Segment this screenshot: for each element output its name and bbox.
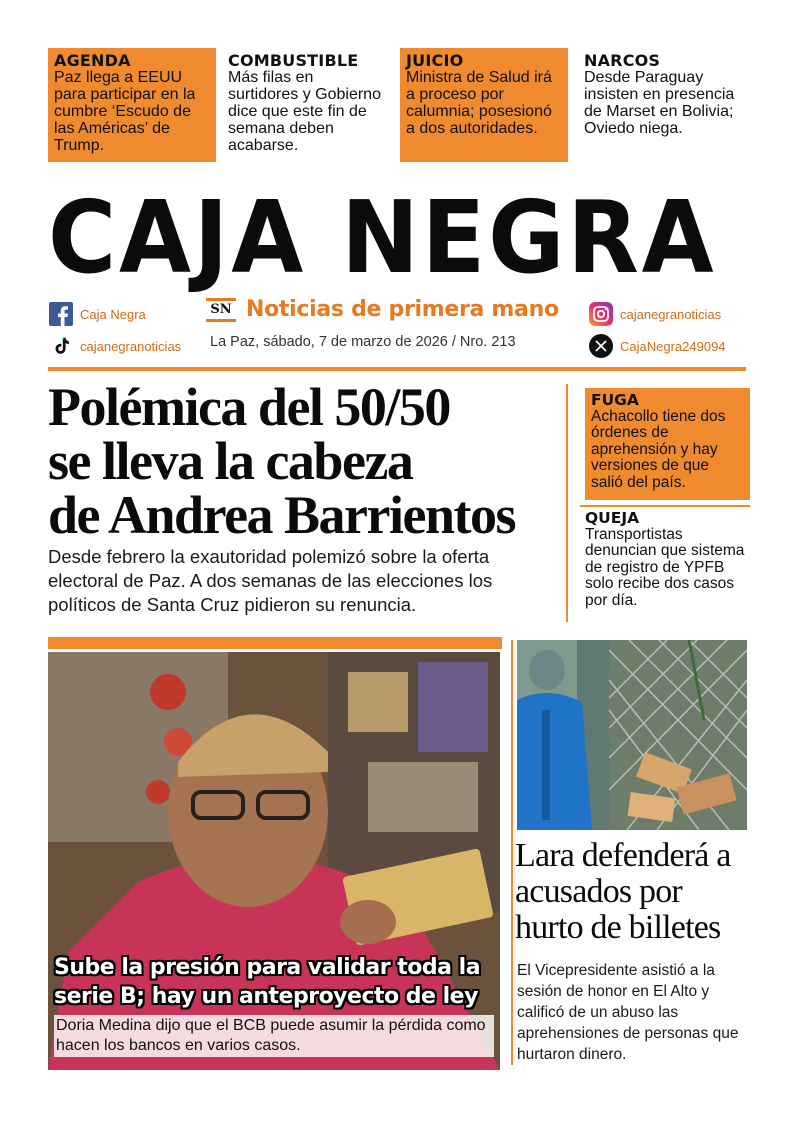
- teaser-tag: AGENDA: [54, 51, 131, 70]
- feature-title[interactable]: Sube la presión para validar toda la serie B; hay un anteproyecto de ley: [54, 955, 481, 1009]
- teaser-tag: JUICIO: [406, 51, 464, 70]
- slogan-text: Noticias de primera mano: [246, 297, 559, 322]
- tiktok-icon: [48, 333, 74, 359]
- instagram-handle: cajanegranoticias: [620, 306, 722, 322]
- teaser-agenda[interactable]: [48, 48, 216, 162]
- social-facebook[interactable]: [48, 301, 146, 327]
- person-photo-illustration: [517, 640, 609, 830]
- teaser-text: Desde Paraguay insisten en presencia de Marset en Bolivia; Oviedo niega.: [584, 69, 735, 137]
- social-instagram[interactable]: [588, 301, 721, 327]
- instagram-icon: [588, 301, 614, 327]
- secondary-photo-person[interactable]: [517, 640, 609, 830]
- headline-line: Polémica del 50/50: [48, 377, 450, 437]
- sidebar-text: Transportistas denuncian que sistema de registro de YPFB solo recibe dos casos por día.: [585, 525, 745, 609]
- lead-headline[interactable]: [48, 377, 558, 545]
- x-icon: [588, 333, 614, 359]
- slogan: [206, 297, 559, 322]
- divider-vertical: [566, 384, 568, 622]
- lead-deck: Desde febrero la exautoridad polemizó sobre la oferta electoral de Paz. A dos semanas de las elecciones los políticos de Santa Cruz pidieron su renuncia.: [48, 546, 493, 615]
- second-deck: El Vicepresidente asistió a la sesión de honor en El Alto y calificó de un abuso las aprehensiones de personas que hurtaron dinero.: [517, 962, 739, 1063]
- sidebar-queja[interactable]: [585, 510, 750, 609]
- feature-text: Doria Medina dijo que el BCB puede asumir la pérdida como hacen los bancos en varios casos.: [54, 1015, 494, 1057]
- teaser-tag: COMBUSTIBLE: [228, 51, 359, 70]
- sidebar-fuga[interactable]: [585, 388, 750, 500]
- divider: [580, 505, 750, 507]
- sidebar-tag: QUEJA: [585, 509, 640, 527]
- masthead-title: CAJA NEGRA: [48, 179, 717, 296]
- tiktok-handle: cajanegranoticias: [80, 338, 182, 354]
- teaser-text: Ministra de Salud irá a proceso por calumnia; posesionó a dos autoridades.: [406, 69, 552, 137]
- teaser-tag: NARCOS: [584, 51, 661, 70]
- dateline: La Paz, sábado, 7 de marzo de 2026 / Nro. 213: [210, 334, 516, 350]
- facebook-icon: [48, 301, 74, 327]
- sidebar-tag: FUGA: [591, 391, 639, 409]
- divider: [48, 637, 502, 649]
- teaser-narcos[interactable]: [578, 48, 750, 162]
- teaser-text: Más filas en surtidores y Gobierno dice que este fin de semana deben acabarse.: [228, 69, 381, 154]
- x-handle: CajaNegra249094: [620, 338, 726, 354]
- social-x[interactable]: [588, 333, 726, 359]
- divider: [48, 367, 746, 371]
- brand-logo-icon: SN: [206, 298, 236, 322]
- teaser-text: Paz llega a EEUU para participar en la cumbre ‘Escudo de las Américas’ de Trump.: [54, 69, 196, 154]
- headline-line: se lleva la cabeza: [48, 431, 413, 491]
- divider-vertical: [511, 640, 513, 1065]
- secondary-photo-bills[interactable]: [609, 640, 747, 830]
- facebook-handle: Caja Negra: [80, 306, 146, 322]
- bills-photo-illustration: [609, 640, 747, 830]
- teaser-juicio[interactable]: [400, 48, 568, 162]
- social-tiktok[interactable]: [48, 333, 181, 359]
- second-headline[interactable]: Lara defenderá a acusados por hurto de billetes: [515, 837, 731, 946]
- teaser-combustible[interactable]: [222, 48, 392, 162]
- sidebar-text: Achacollo tiene dos órdenes de aprehensión y hay versiones de que salió del país.: [591, 407, 726, 491]
- headline-line: de Andrea Barrientos: [48, 485, 515, 545]
